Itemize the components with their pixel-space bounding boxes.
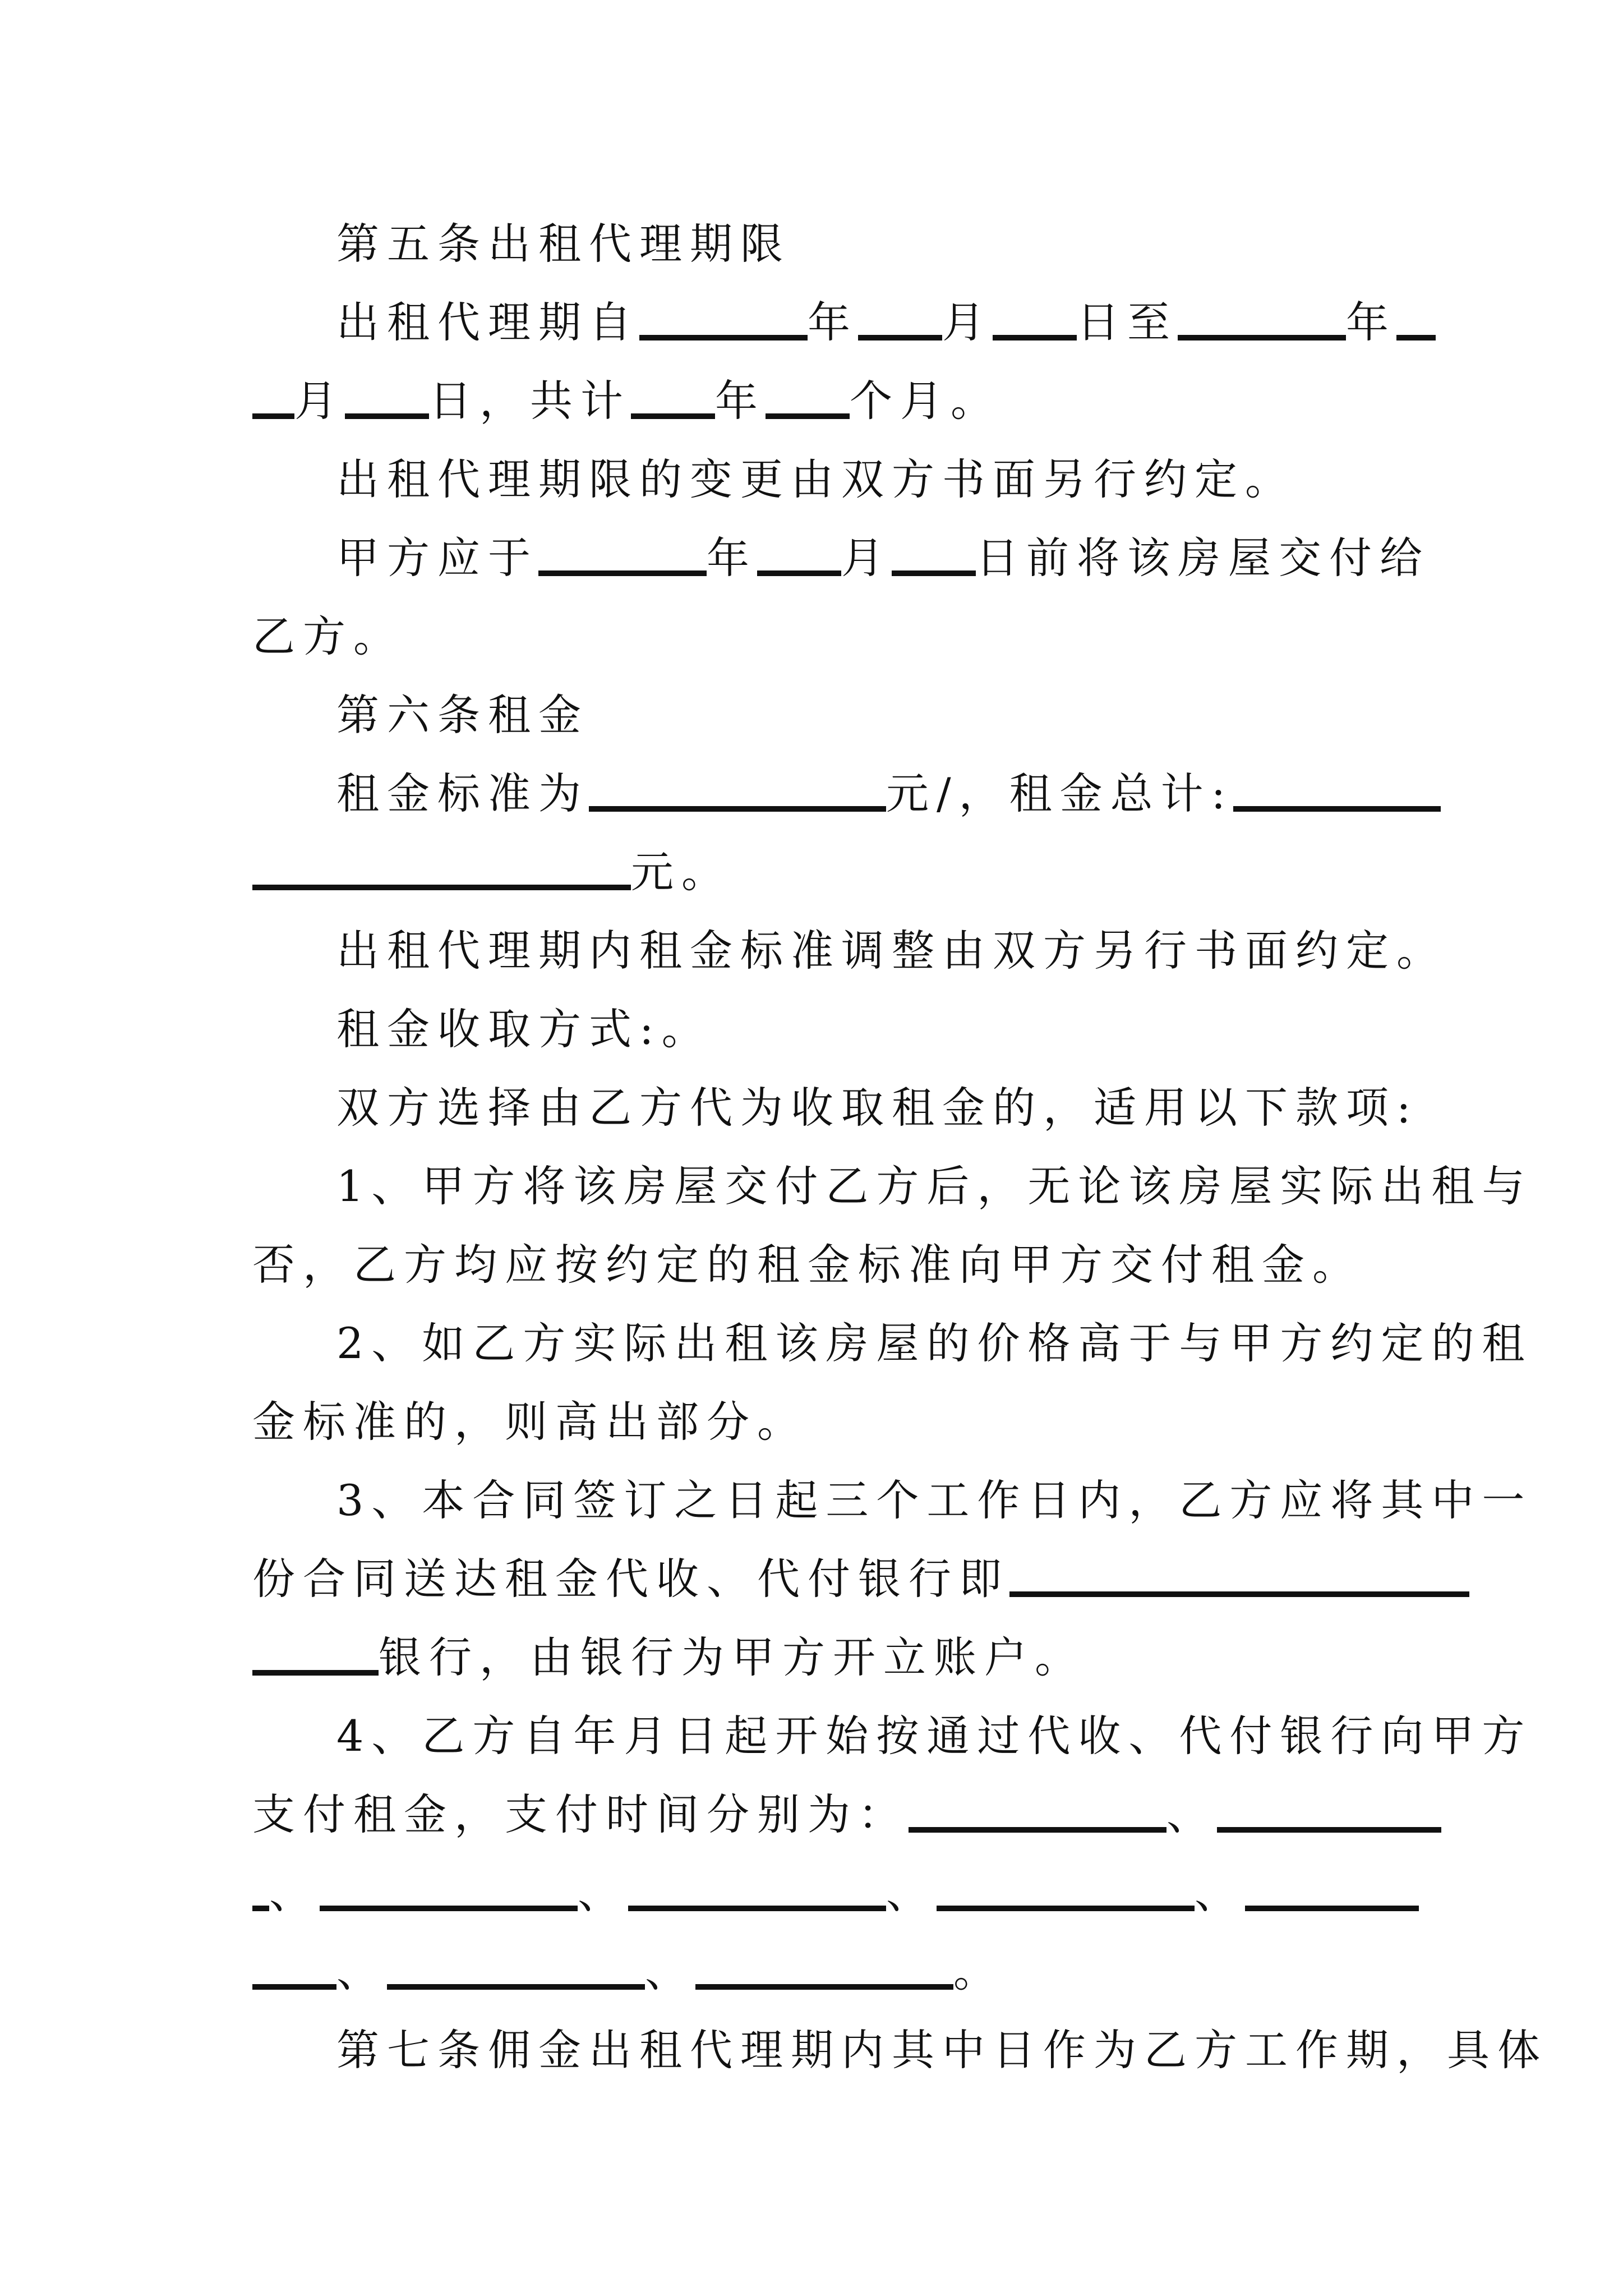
text-segment: 银行，由银行为甲方开立账户。 (379, 1632, 1085, 1682)
separator: 、 (1166, 1789, 1217, 1839)
item-2-line-2 (252, 1394, 1402, 1450)
text-segment: 月 (841, 533, 892, 583)
text-segment: 出租代理期自 (336, 297, 639, 347)
fill-blank (695, 1984, 953, 1990)
article-7-heading (336, 2022, 1548, 2078)
fill-blank (1233, 806, 1441, 812)
item-1-line-2 (252, 1237, 1402, 1293)
fill-blank (757, 570, 841, 576)
text-segment: 元/，租金总计: (886, 769, 1234, 818)
text-segment: 。 (953, 1947, 1004, 1996)
fill-blank (1396, 335, 1436, 341)
text-segment: 年 (808, 297, 858, 347)
item-3-line-2 (252, 1551, 1402, 1607)
fill-blank (628, 1906, 886, 1911)
text-segment: 月 (942, 297, 993, 347)
fill-blank (387, 1984, 645, 1990)
rent-adjust-line (336, 923, 1447, 979)
item-2-line-1 (336, 1315, 1533, 1372)
fill-blank (538, 570, 707, 576)
fill-blank (909, 1827, 1166, 1833)
rent-line-1 (336, 766, 1402, 822)
fill-blank (1178, 335, 1346, 341)
item-3-line-1 (336, 1473, 1533, 1529)
delivery-line-1 (336, 530, 1430, 586)
text-segment: 甲方应于 (336, 533, 538, 583)
fill-blank (252, 1906, 269, 1911)
article-6-heading (336, 687, 1402, 743)
term-line-2 (252, 373, 1402, 429)
fill-blank (589, 806, 886, 812)
text-segment: 支付租金，支付时间分别为： (252, 1789, 909, 1839)
article-heading-text: 第六条租金 (336, 690, 589, 740)
fill-blank (345, 413, 429, 419)
item-4-line-1 (336, 1708, 1533, 1764)
item-3-line-3 (252, 1630, 1402, 1686)
text-segment: 年 (707, 533, 757, 583)
fill-blank (1009, 1591, 1469, 1597)
rent-line-2 (252, 844, 1402, 900)
term-change-line (336, 452, 1402, 508)
separator: 、 (886, 1868, 937, 1918)
fill-blank (892, 570, 976, 576)
separator: 、 (269, 1868, 320, 1918)
item-1-line-1 (336, 1158, 1533, 1214)
fill-blank (937, 1906, 1195, 1911)
text-segment: 双方选择由乙方代为收取租金的，适用以下款项: (336, 1083, 1419, 1133)
text-segment: 年 (1346, 297, 1396, 347)
term-line-1 (336, 295, 1402, 351)
text-segment: 日至 (1077, 297, 1178, 347)
text-segment: 元。 (631, 847, 732, 897)
item-4-line-4 (252, 1944, 1402, 2000)
text-segment: 月 (294, 376, 345, 426)
fill-blank (1245, 1906, 1419, 1911)
fill-blank (252, 885, 631, 890)
fill-blank (252, 413, 294, 419)
text-segment: 租金收取方式:。 (336, 1004, 712, 1054)
separator: 、 (578, 1868, 628, 1918)
separator: 、 (645, 1947, 695, 1996)
rent-method-line (336, 1001, 1402, 1057)
fill-blank (252, 1670, 379, 1676)
item-4-line-3 (252, 1865, 1402, 1921)
text-segment: 年 (715, 376, 766, 426)
text-segment: 3、本合同签订之日起三个工作日内，乙方应将其中一 (336, 1475, 1533, 1525)
text-segment: 4、乙方自年月日起开始按通过代收、代付银行向甲方 (336, 1711, 1533, 1761)
rent-option-line (336, 1080, 1419, 1136)
text-segment: 个月。 (850, 376, 1001, 426)
item-4-line-2 (252, 1787, 1402, 1843)
text-segment: 乙方。 (252, 611, 404, 661)
article-heading-text: 第七条佣金出租代理期内其中日作为乙方工作期，具体 (336, 2025, 1548, 2075)
separator: 、 (336, 1947, 387, 1996)
fill-blank (858, 335, 942, 341)
fill-blank (639, 335, 808, 341)
text-segment: 1、甲方将该房屋交付乙方后，无论该房屋实际出租与 (336, 1161, 1533, 1211)
fill-blank (1217, 1827, 1441, 1833)
delivery-line-2 (252, 609, 1402, 665)
fill-blank (766, 413, 850, 419)
text-segment: 2、如乙方实际出租该房屋的价格高于与甲方约定的租 (336, 1318, 1533, 1368)
article-5-heading (336, 216, 1402, 272)
text-segment: 出租代理期限的变更由双方书面另行约定。 (336, 454, 1295, 504)
fill-blank (993, 335, 1077, 341)
text-segment: 出租代理期内租金标准调整由双方另行书面约定。 (336, 926, 1447, 976)
text-segment: 金标准的，则高出部分。 (252, 1397, 808, 1447)
text-segment: 租金标准为 (336, 769, 589, 818)
text-segment: 份合同送达租金代收、代付银行即 (252, 1554, 1009, 1604)
article-heading-text: 第五条出租代理期限 (336, 219, 791, 269)
fill-blank (631, 413, 715, 419)
text-segment: 日前将该房屋交付给 (976, 533, 1430, 583)
fill-blank (320, 1906, 578, 1911)
fill-blank (252, 1984, 336, 1990)
text-segment: 否，乙方均应按约定的租金标准向甲方交付租金。 (252, 1240, 1363, 1290)
text-segment: 日，共计 (429, 376, 631, 426)
separator: 、 (1195, 1868, 1245, 1918)
